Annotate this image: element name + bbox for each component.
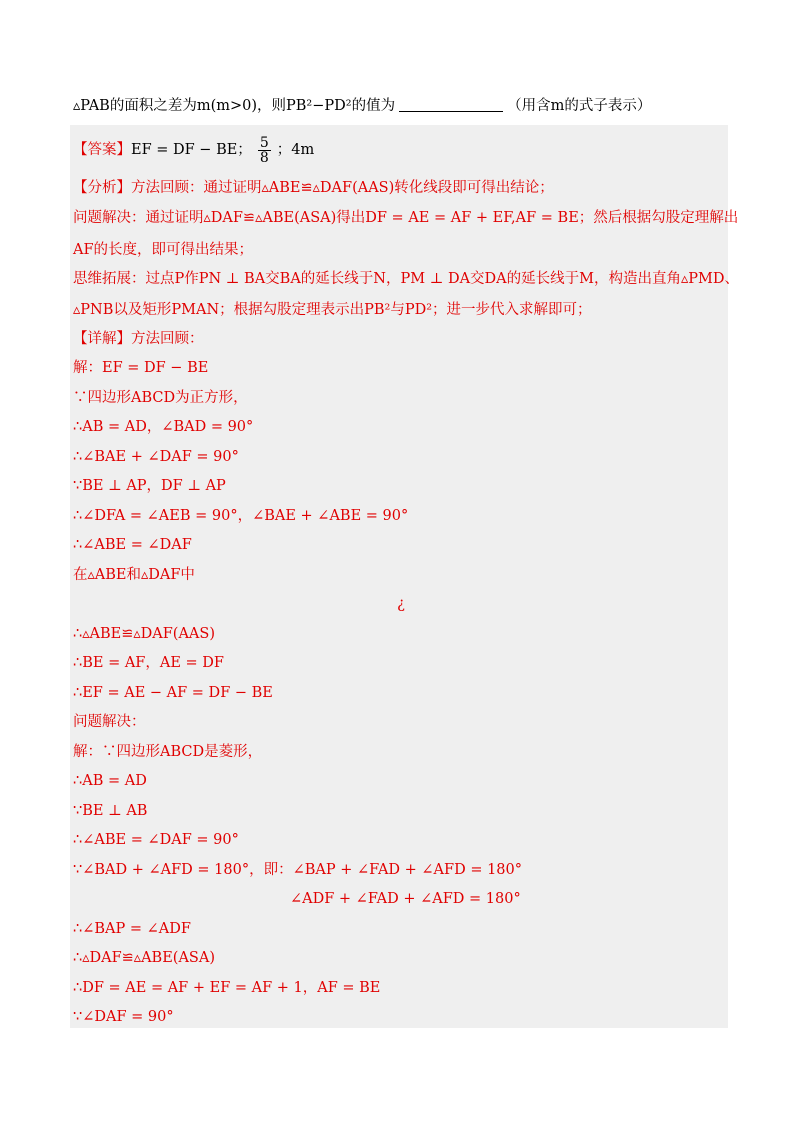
garbled-symbol: ¿ xyxy=(397,596,405,612)
solution-line: ∴▵DAF≌▵ABE(ASA) xyxy=(73,950,215,966)
fraction-denominator: 8 xyxy=(259,149,269,166)
answer-label: 【答案】 xyxy=(73,142,131,158)
solution-line: ∴EF = AE − AF = DF − BE xyxy=(73,685,273,701)
analysis-line-5: ▵PNB以及矩形PMAN；根据勾股定理表示出PB²与PD²；进一步代入求解即可； xyxy=(73,302,592,318)
solution-line: 解：∵四边形ABCD是菱形， xyxy=(73,744,263,760)
question-tail-line xyxy=(73,92,651,120)
answer-blank xyxy=(399,97,503,112)
solution-line: ∴▵ABE≌▵DAF(AAS) xyxy=(73,626,215,642)
answer-line xyxy=(73,132,314,168)
solution-line-indented: ∠ADF + ∠FAD + ∠AFD = 180° xyxy=(290,891,521,907)
solution-line: ∵BE ⊥ AB xyxy=(73,803,148,819)
solution-line: ∴DF = AE = AF + EF = AF + 1，AF = BE xyxy=(73,980,381,996)
solution-line: ∴AB = AD xyxy=(73,773,147,789)
answer-fraction xyxy=(258,136,271,165)
solution-line: 解：EF = DF − BE xyxy=(73,360,209,376)
solution-line: ∴BE = AF，AE = DF xyxy=(73,655,224,671)
analysis-line-3: AF的长度，即可得出结果； xyxy=(73,242,254,258)
solution-line: ∵∠DAF = 90° xyxy=(73,1009,174,1025)
solution-line: ∴∠ABE = ∠DAF = 90° xyxy=(73,832,239,848)
solution-line: ∵四边形ABCD为正方形， xyxy=(73,390,248,406)
answer-text-2: ；4m xyxy=(276,142,315,158)
answer-text: EF = DF − BE； xyxy=(131,142,252,158)
question-text: ▵PAB的面积之差为m(m>0)，则PB²−PD²的值为 xyxy=(73,98,396,114)
solution-line: ∴∠BAE + ∠DAF = 90° xyxy=(73,449,239,465)
analysis-line-2: 问题解决：通过证明▵DAF≌▵ABE(ASA)得出DF = AE = AF + EF,AF = BE；然后根据勾股定理解出 xyxy=(73,210,739,226)
solution-line: ∴∠BAP = ∠ADF xyxy=(73,921,191,937)
solution-line: ∵BE ⊥ AP，DF ⊥ AP xyxy=(73,478,226,494)
detail-heading: 【详解】方法回顾： xyxy=(73,331,204,347)
solution-line: ∴∠DFA = ∠AEB = 90°，∠BAE + ∠ABE = 90° xyxy=(73,508,409,524)
problem-solving-heading: 问题解决： xyxy=(73,714,146,730)
solution-line: ∵∠BAD + ∠AFD = 180°，即：∠BAP + ∠FAD + ∠AFD = 180° xyxy=(73,862,523,878)
question-hint: （用含m的式子表示） xyxy=(507,98,652,114)
analysis-line-1: 【分析】方法回顾：通过证明▵ABE≌▵DAF(AAS)转化线段即可得出结论； xyxy=(73,180,554,196)
solution-line: 在▵ABE和▵DAF中 xyxy=(73,567,195,583)
solution-line: ∴∠ABE = ∠DAF xyxy=(73,537,192,553)
solution-line: ∴AB = AD，∠BAD = 90° xyxy=(73,419,254,435)
fraction-numerator: 5 xyxy=(259,134,269,151)
analysis-line-4: 思维拓展：过点P作PN ⊥ BA交BA的延长线于N，PM ⊥ DA交DA的延长线于M，构造出直角▵PMD、 xyxy=(73,271,739,287)
